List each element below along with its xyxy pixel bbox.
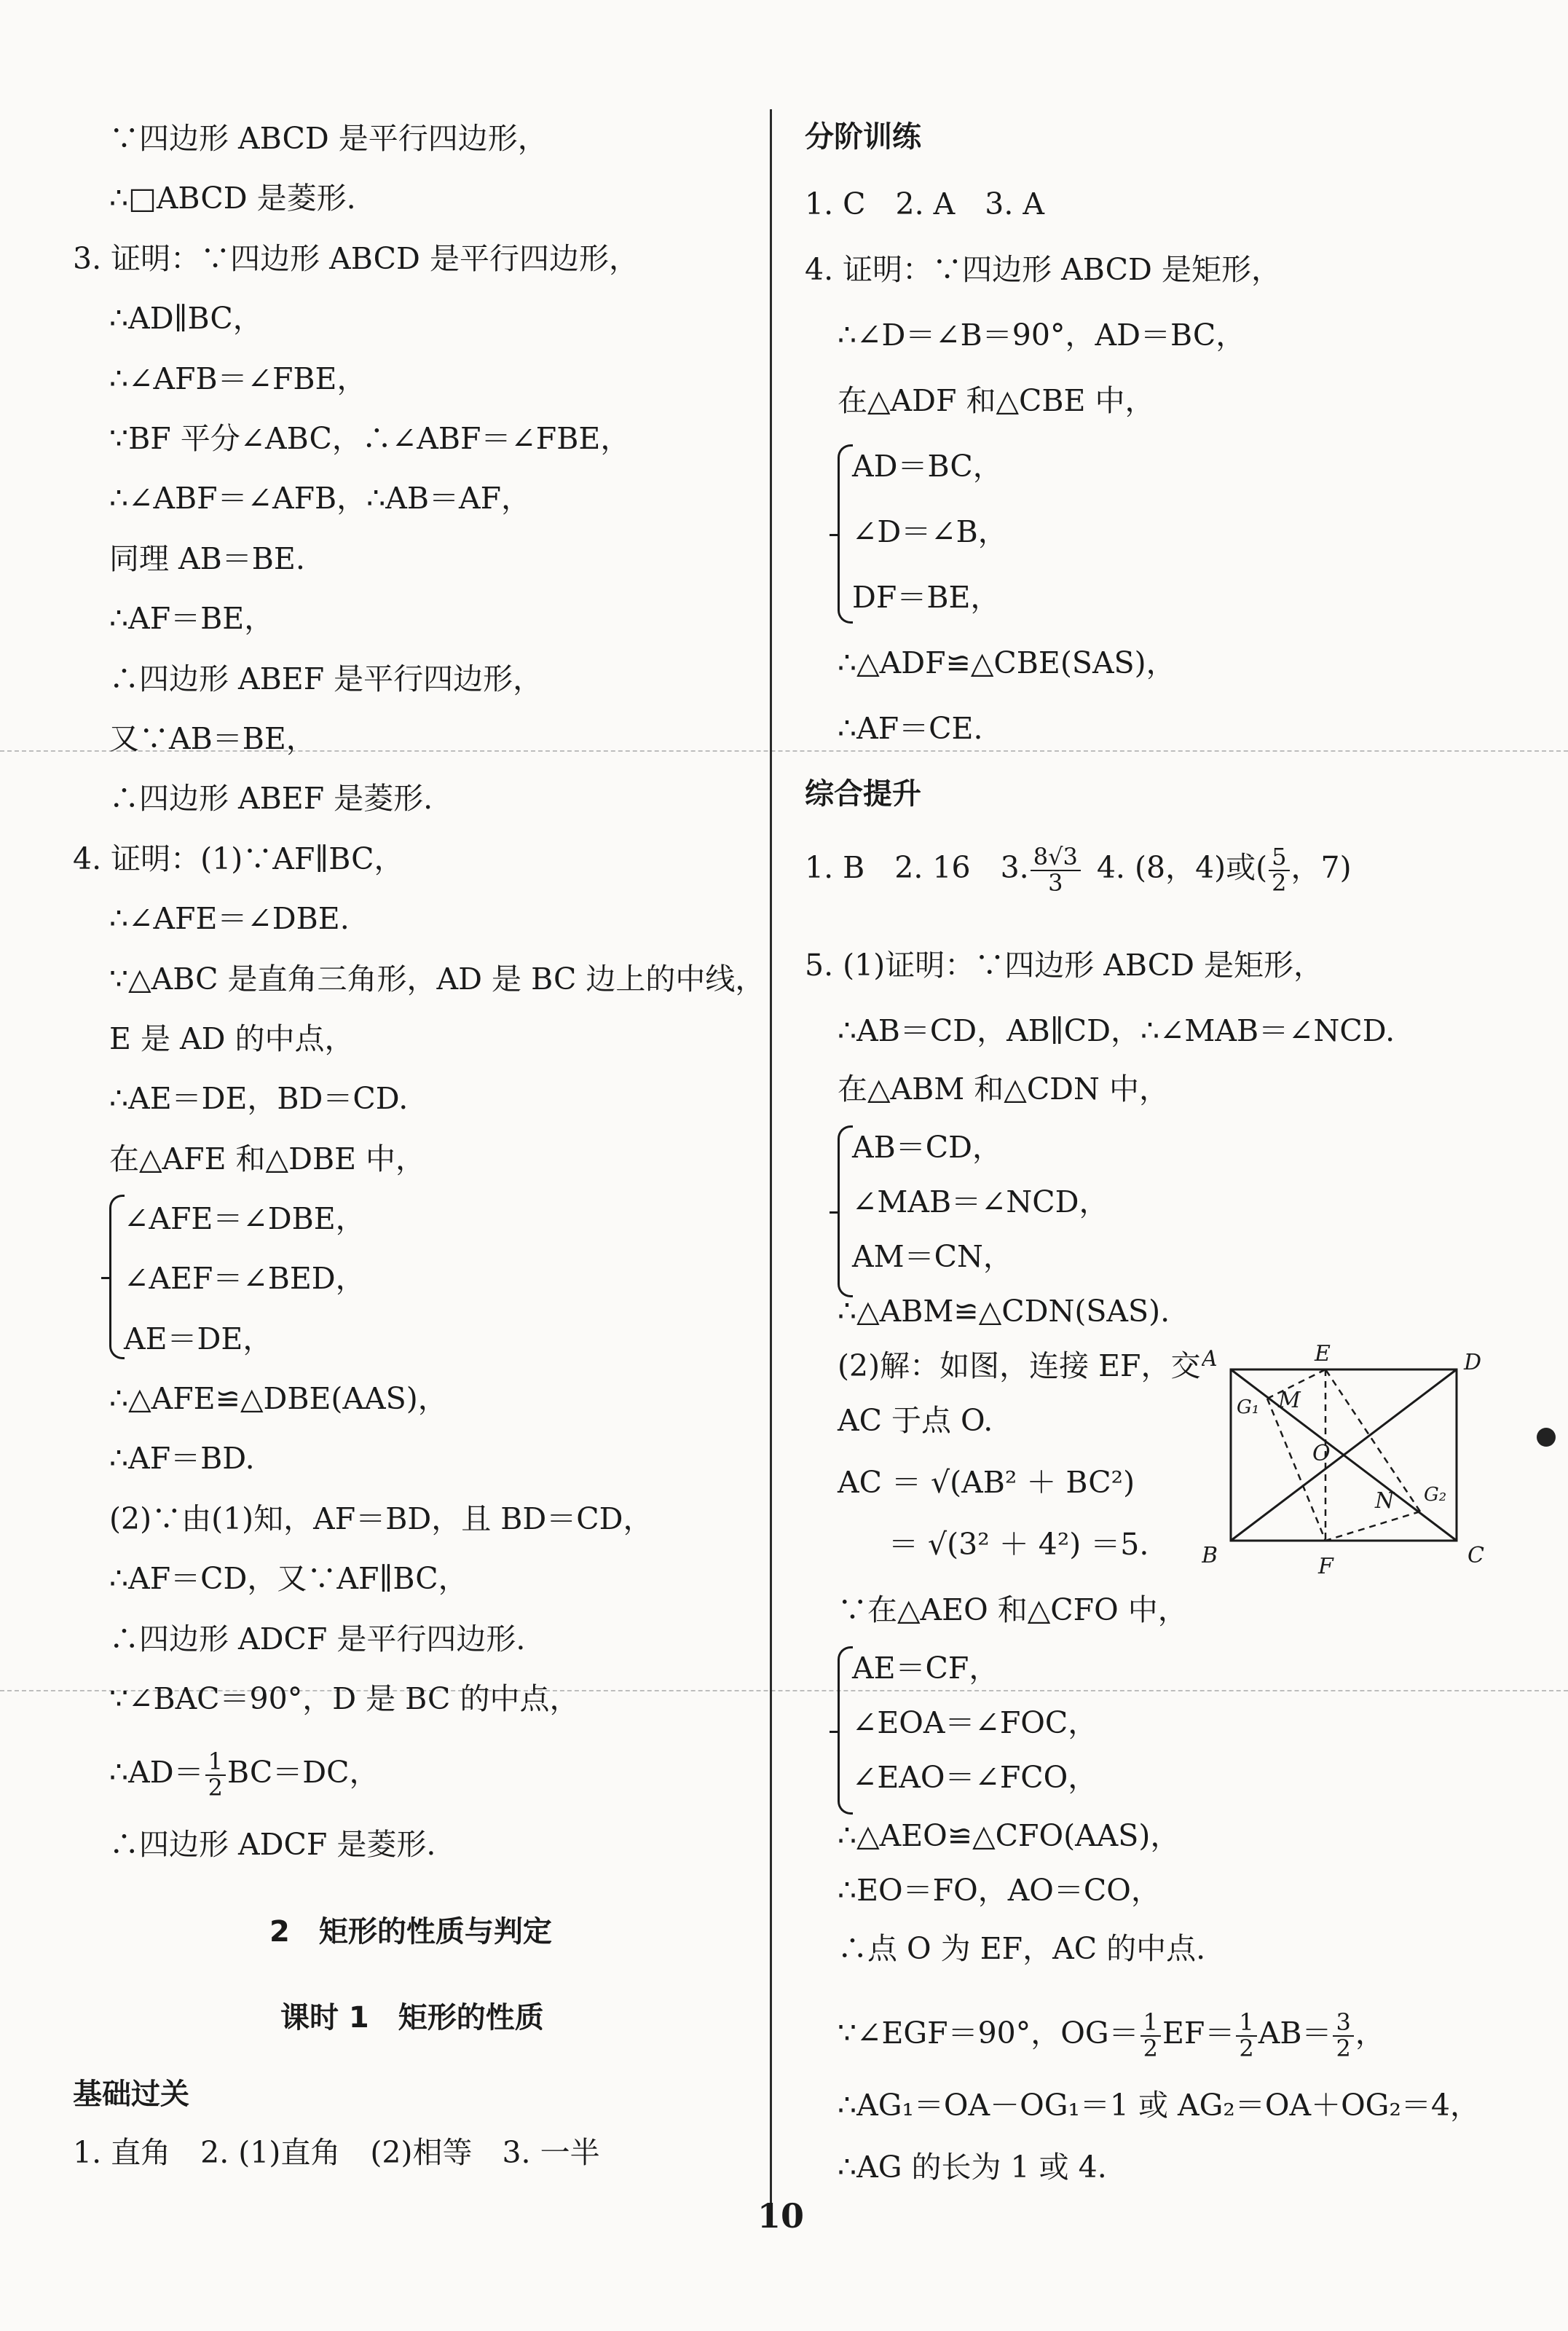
text-line: ∴四边形 ADCF 是平行四边形.	[109, 1622, 526, 1656]
text-line: ∵四边形 ABCD 是平行四边形，	[109, 121, 548, 156]
label-d: D	[1464, 1350, 1482, 1375]
label-b: B	[1202, 1543, 1218, 1568]
label-c: C	[1467, 1543, 1484, 1568]
fraction-numerator: 1	[1236, 2010, 1256, 2037]
segment-g2f	[1325, 1512, 1420, 1541]
text-line: ∴AF＝BD.	[109, 1441, 255, 1476]
text-line: ∠EOA＝∠FOC，	[852, 1705, 1098, 1740]
fraction-denominator: 2	[1336, 2034, 1351, 2062]
basic-answers: 1. 直角 2. (1)直角 (2)相等 3. 一半	[73, 2135, 600, 2170]
fraction-half	[205, 1750, 226, 1800]
graded-heading: 分阶训练	[805, 120, 921, 154]
text-line: ∴△AEO≌△CFO(AAS)，	[838, 1818, 1181, 1853]
text-segment: 4. (8，4)或(	[1096, 850, 1268, 886]
text-line: ∴四边形 ABEF 是平行四边形，	[109, 661, 543, 696]
label-n: N	[1375, 1488, 1395, 1514]
fraction-numerator: 1	[1140, 2010, 1161, 2037]
label-f: F	[1318, 1554, 1333, 1579]
section-title: 2 矩形的性质与判定	[269, 1915, 552, 1949]
text-line: AE＝CF，	[852, 1651, 999, 1686]
text-line: 又∵AB＝BE，	[109, 721, 316, 756]
text-segment: 1. B 2. 16 3.	[805, 850, 1029, 886]
text-line: AD＝BC，	[852, 449, 1003, 484]
fraction-three-halves	[1333, 2010, 1353, 2061]
fraction-denominator: 3	[1048, 868, 1063, 897]
rectangle-geometry-diagram	[1202, 1340, 1500, 1588]
text-line: ∴AB＝CD，AB∥CD，∴∠MAB＝∠NCD.	[838, 1013, 1395, 1048]
fraction-numerator: 3	[1333, 2010, 1353, 2037]
fraction-5-over-2	[1269, 845, 1289, 895]
text-line: ∵∠BAC＝90°，D 是 BC 的中点，	[109, 1681, 580, 1716]
text-line: ∴△AFE≌△DBE(AAS)，	[109, 1381, 448, 1416]
problem-5: 5. (1)证明：∵四边形 ABCD 是矩形，	[805, 948, 1324, 983]
text-line-with-fraction	[109, 1750, 379, 1800]
text-line: ∴□ABCD 是菱形.	[109, 181, 356, 216]
brace	[838, 444, 853, 624]
text-line: ∴∠ABF＝∠AFB，∴AB＝AF，	[109, 481, 532, 516]
text-line: ∵BF 平分∠ABC，∴∠ABF＝∠FBE，	[109, 421, 631, 456]
label-a: A	[1202, 1346, 1218, 1372]
problem-4: 4. 证明：(1)∵AF∥BC，	[73, 841, 404, 876]
text-line: ∴△ADF≌△CBE(SAS)，	[838, 645, 1176, 680]
text-segment: ，	[1355, 2016, 1385, 2051]
fraction-denominator: 2	[208, 1773, 223, 1801]
brace	[838, 1646, 853, 1815]
text-line: ∴AG 的长为 1 或 4.	[838, 2150, 1107, 2185]
text-line: ∴AF＝BE，	[109, 601, 275, 636]
text-segment: BC＝DC，	[226, 1755, 379, 1790]
text-line: 在△ADF 和△CBE 中，	[838, 383, 1155, 418]
text-line: E 是 AD 的中点，	[109, 1021, 355, 1056]
text-line-with-fractions	[838, 2010, 1385, 2061]
fraction-8root3-over-3	[1031, 845, 1081, 895]
synth-answers	[805, 845, 1352, 895]
label-g1: G₁	[1237, 1396, 1260, 1418]
ink-blot	[1537, 1428, 1556, 1447]
text-line: AE＝DE，	[124, 1321, 273, 1356]
text-line: DF＝BE，	[852, 580, 1001, 615]
lesson-title: 课时 1 矩形的性质	[280, 2001, 544, 2035]
text-line: ∠MAB＝∠NCD，	[852, 1184, 1109, 1219]
text-line: AC 于点 O.	[838, 1403, 993, 1438]
text-line: ∴AG₁＝OA－OG₁＝1 或 AG₂＝OA＋OG₂＝4，	[838, 2088, 1480, 2123]
text-segment: ∵∠EGF＝90°，OG＝	[838, 2016, 1139, 2051]
text-line: ∵在△AEO 和△CFO 中，	[838, 1592, 1188, 1627]
synth-heading: 综合提升	[805, 777, 921, 811]
text-line: AB＝CD，	[852, 1130, 1002, 1165]
text-line: ∴AD∥BC，	[109, 301, 263, 336]
text-line: AC ＝ √(AB² ＋ BC²)	[838, 1465, 1135, 1500]
problem-3: 3. 证明：∵四边形 ABCD 是平行四边形，	[73, 241, 639, 276]
label-m: M	[1278, 1388, 1301, 1413]
fraction-numerator: 5	[1269, 845, 1289, 871]
page-number: 10	[757, 2196, 805, 2236]
problem-4-right: 4. 证明：∵四边形 ABCD 是矩形，	[805, 252, 1281, 287]
text-line: (2)∵由(1)知，AF＝BD，且 BD＝CD，	[109, 1501, 653, 1536]
text-line: 在△ABM 和△CDN 中，	[838, 1072, 1169, 1106]
text-line: ∴∠AFB＝∠FBE，	[109, 361, 367, 396]
text-line: AM＝CN，	[852, 1239, 1013, 1274]
graded-answers: 1. C 2. A 3. A	[805, 186, 1045, 221]
text-line: ∴∠D＝∠B＝90°，AD＝BC，	[838, 318, 1246, 353]
text-line: ∠EAO＝∠FCO，	[852, 1760, 1098, 1795]
fraction-numerator: 1	[205, 1750, 226, 1776]
text-line: ∴△ABM≌△CDN(SAS).	[838, 1294, 1170, 1329]
basic-heading: 基础过关	[73, 2078, 189, 2111]
fraction-denominator: 2	[1143, 2034, 1158, 2062]
segment-g2e	[1325, 1369, 1420, 1512]
text-line: (2)解：如图，连接 EF，交	[838, 1348, 1201, 1383]
text-line: ∴四边形 ABEF 是菱形.	[109, 781, 433, 816]
text-segment: ∴AD＝	[109, 1755, 204, 1790]
brace	[109, 1195, 125, 1359]
text-line: 在△AFE 和△DBE 中，	[109, 1141, 426, 1176]
text-line: ∴四边形 ADCF 是菱形.	[109, 1827, 436, 1862]
text-line: ∴点 O 为 EF，AC 的中点.	[838, 1931, 1206, 1966]
fraction-numerator: 8√3	[1031, 845, 1081, 871]
fraction-denominator: 2	[1272, 868, 1287, 897]
label-o: O	[1312, 1441, 1331, 1466]
text-line: 同理 AB＝BE.	[109, 541, 305, 576]
text-line: ∴EO＝FO，AO＝CO，	[838, 1873, 1161, 1908]
fraction-denominator: 2	[1239, 2034, 1254, 2062]
text-line: ∴∠AFE＝∠DBE.	[109, 901, 350, 936]
text-line: ∠D＝∠B，	[852, 514, 1008, 549]
text-segment: ，7)	[1291, 850, 1352, 886]
column-divider	[770, 109, 772, 2207]
label-e: E	[1315, 1341, 1331, 1367]
text-line: ∠AEF＝∠BED，	[124, 1261, 366, 1296]
text-line: ∠AFE＝∠DBE，	[124, 1201, 366, 1236]
text-line: ∴AF＝CD，又∵AF∥BC，	[109, 1561, 468, 1596]
brace	[838, 1125, 853, 1297]
text-line: ∵△ABC 是直角三角形，AD 是 BC 边上的中线，	[109, 962, 765, 997]
text-line: ∴AE＝DE，BD＝CD.	[109, 1081, 409, 1116]
text-segment: AB＝	[1258, 2016, 1332, 2051]
text-line: ∴AF＝CE.	[838, 711, 983, 746]
fraction-half	[1236, 2010, 1256, 2061]
text-segment: EF＝	[1162, 2016, 1235, 2051]
label-g2: G₂	[1424, 1484, 1447, 1506]
text-line: ＝ √(3² ＋ 4²) ＝5.	[889, 1527, 1149, 1562]
fraction-half	[1140, 2010, 1161, 2061]
